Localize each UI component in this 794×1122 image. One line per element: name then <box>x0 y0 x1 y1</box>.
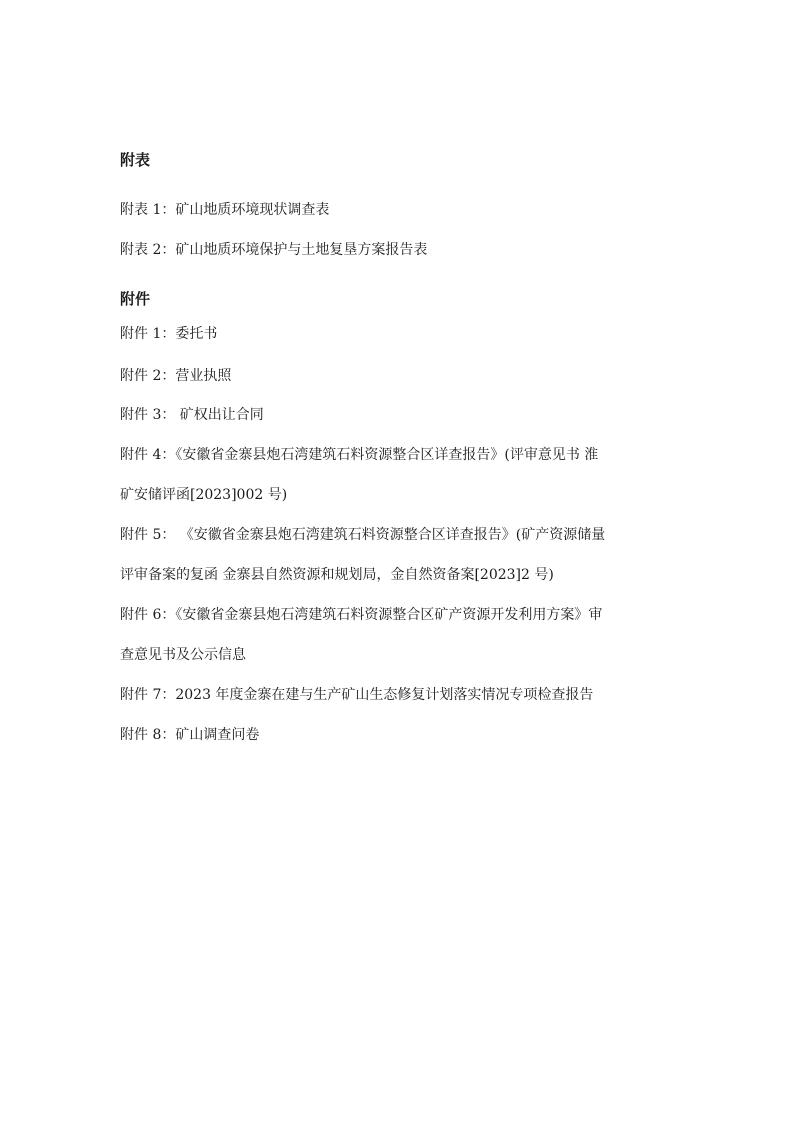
attachment-item-2: 附件 2：营业执照 <box>120 368 232 384</box>
attachment-item-1: 附件 1：委托书 <box>120 326 218 342</box>
attachment-item-7: 附件 7：2023 年度金寨在建与生产矿山生态修复计划落实情况专项检查报告 <box>120 687 594 703</box>
attachment-item-8: 附件 8：矿山调查问卷 <box>120 727 260 743</box>
attachments-section-title: 附件 <box>120 290 151 308</box>
attachment-item-6-line-2: 查意见书及公示信息 <box>120 647 246 663</box>
table-item-1: 附表 1：矿山地质环境现状调查表 <box>120 202 330 218</box>
tables-section-title: 附表 <box>120 151 151 169</box>
attachment-item-3: 附件 3： 矿权出让合同 <box>120 407 264 423</box>
attachment-item-6-line-1: 附件 6：《安徽省金寨县炮石湾建筑石料资源整合区矿产资源开发利用方案》审 <box>120 607 603 623</box>
table-item-2: 附表 2：矿山地质环境保护与土地复垦方案报告表 <box>120 242 428 258</box>
attachment-item-5-line-2: 评审备案的复函 金寨县自然资源和规划局，金自然资备案[2023]2 号) <box>120 567 554 583</box>
attachment-item-4-line-1: 附件 4：《安徽省金寨县炮石湾建筑石料资源整合区详查报告》(评审意见书 淮 <box>120 447 599 463</box>
attachment-item-5-line-1: 附件 5： 《安徽省金寨县炮石湾建筑石料资源整合区详查报告》(矿产资源储量 <box>120 527 606 543</box>
attachment-item-4-line-2: 矿安储评函[2023]002 号) <box>120 487 288 503</box>
